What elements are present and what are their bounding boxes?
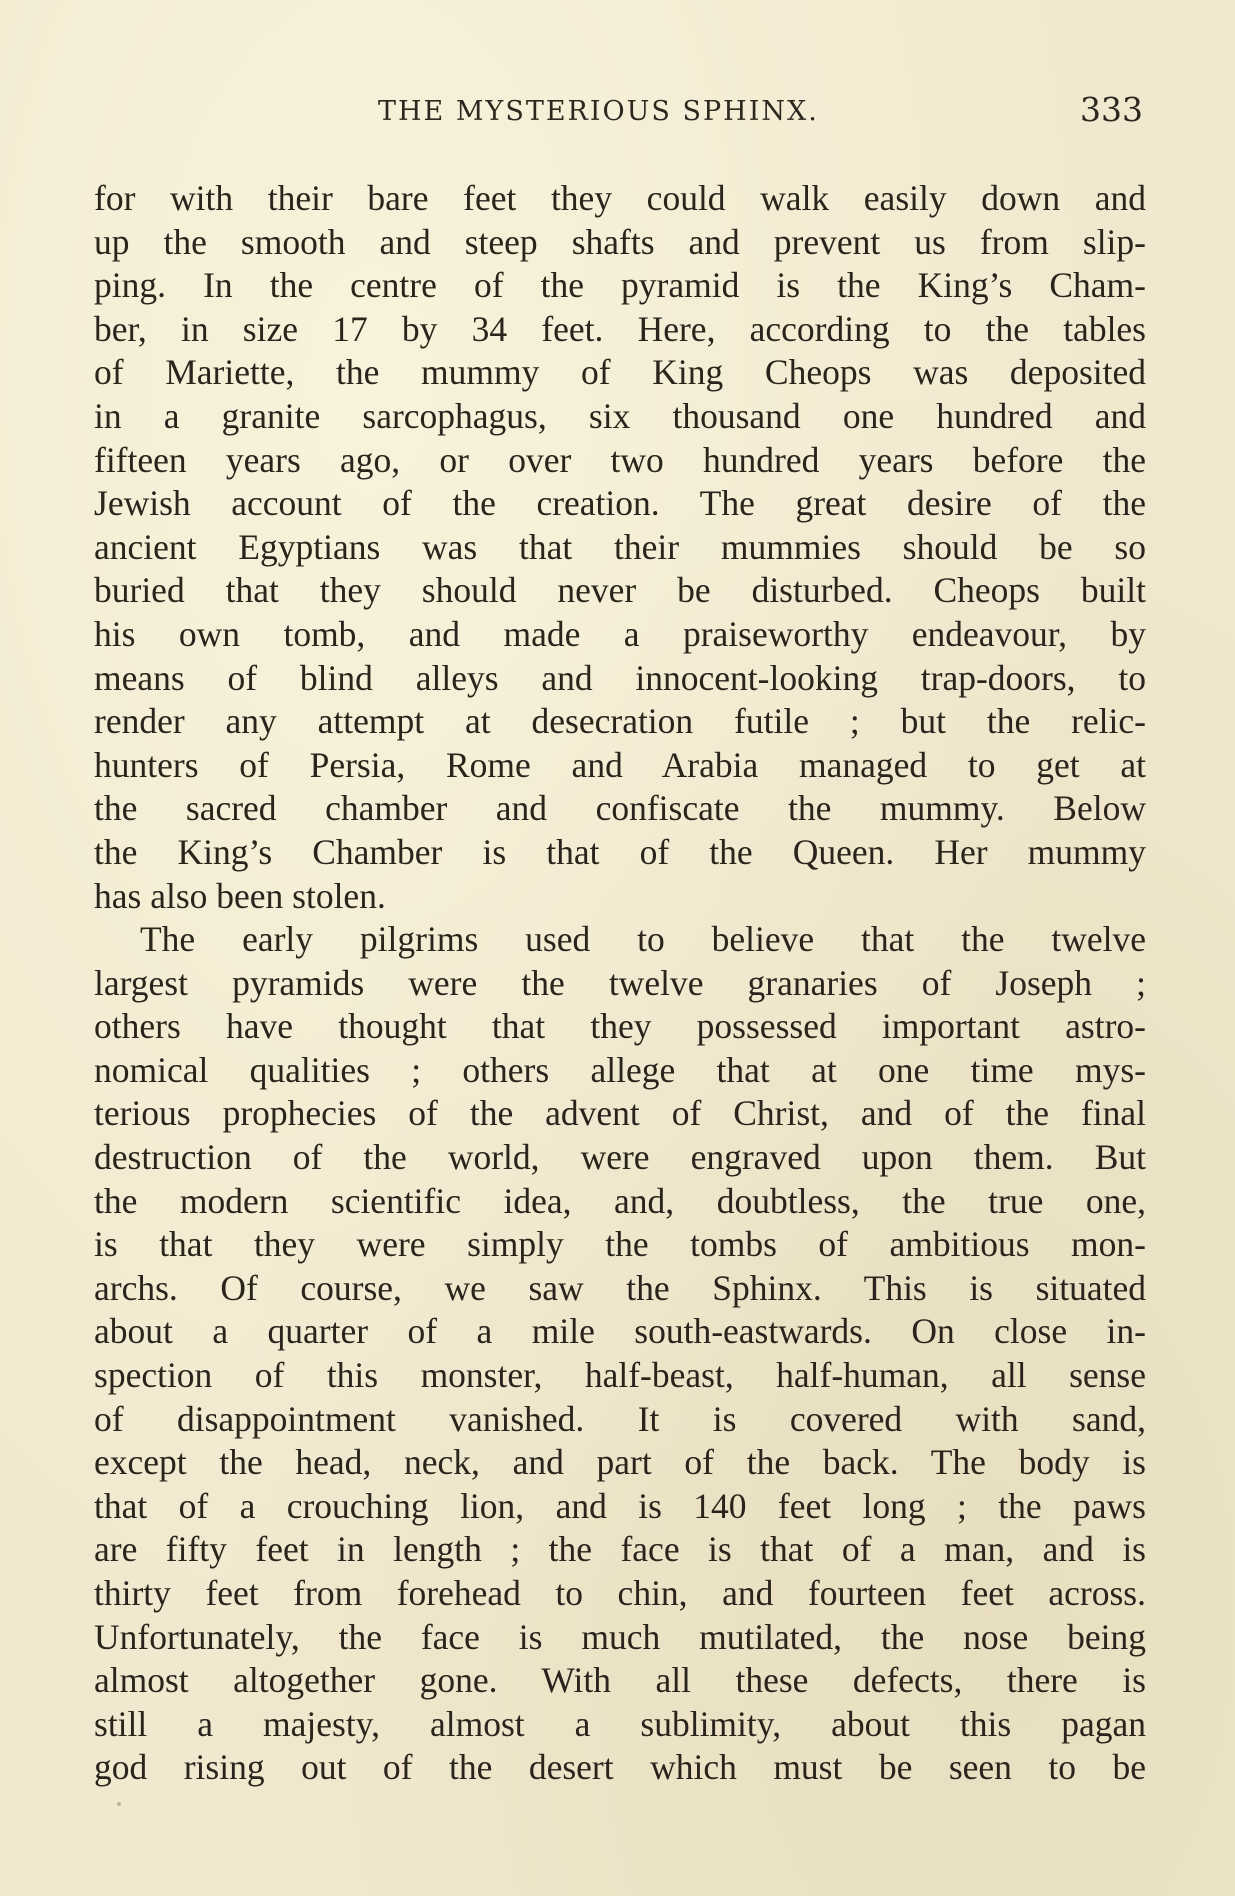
- text-line: about a quarter of a mile south-eastwards. On close in-: [94, 1311, 1146, 1352]
- text-line: terious prophecies of the advent of Christ, and of the final: [94, 1093, 1146, 1134]
- text-line: the King’s Chamber is that of the Queen. Her mummy: [94, 831, 1146, 872]
- text-line: his own tomb, and made a praiseworthy endeavour, by: [94, 613, 1146, 654]
- text-line: ping. In the centre of the pyramid is the King’s Cham-: [94, 265, 1146, 306]
- text-line: others have thought that they possessed important astro-: [94, 1006, 1146, 1047]
- text-line: still a majesty, almost a sublimity, about this pagan: [94, 1703, 1146, 1744]
- paper-speck: [117, 1802, 121, 1806]
- text-line: are fifty feet in length ; the face is that of a man, and is: [94, 1529, 1146, 1570]
- text-line: almost altogether gone. With all these defects, there is: [94, 1660, 1146, 1701]
- text-line: largest pyramids were the twelve granaries of Joseph ;: [94, 962, 1146, 1003]
- text-line: archs. Of course, we saw the Sphinx. This is situated: [94, 1267, 1146, 1308]
- running-title: THE MYSTERIOUS SPHINX.: [378, 96, 819, 127]
- text-line: has also been stolen.: [94, 875, 386, 916]
- text-line: Unfortunately, the face is much mutilated, the nose being: [94, 1616, 1146, 1657]
- text-line: is that they were simply the tombs of ambitious mon-: [94, 1224, 1146, 1265]
- text-line: the sacred chamber and confiscate the mummy. Below: [94, 788, 1146, 829]
- paragraph-2: [94, 918, 1146, 1790]
- text-line: ancient Egyptians was that their mummies should be so: [94, 526, 1146, 567]
- text-line: fifteen years ago, or over two hundred years before the: [94, 439, 1146, 480]
- text-line: Jewish account of the creation. The great desire of the: [94, 483, 1146, 524]
- text-line: hunters of Persia, Rome and Arabia managed to get at: [94, 744, 1146, 785]
- text-line: means of blind alleys and innocent-looking trap-doors, to: [94, 657, 1146, 698]
- text-line: thirty feet from forehead to chin, and fourteen feet across.: [94, 1573, 1146, 1613]
- text-line: for with their bare feet they could walk easily down and: [94, 178, 1146, 218]
- text-line: ber, in size 17 by 34 feet. Here, according to the tables: [94, 308, 1146, 349]
- text-line: The early pilgrims used to believe that the twelve: [140, 919, 1146, 960]
- text-line: the modern scientific idea, and, doubtless, the true one,: [94, 1180, 1146, 1221]
- paragraph-1: [94, 177, 1146, 918]
- text-line: destruction of the world, were engraved upon them. But: [94, 1137, 1146, 1178]
- text-line: god rising out of the desert which must be seen to be: [94, 1747, 1146, 1788]
- text-line: up the smooth and steep shafts and prevent us from slip-: [94, 221, 1146, 262]
- body-text: [94, 177, 1146, 1790]
- text-line: that of a crouching lion, and is 140 feet long ; the paws: [94, 1485, 1146, 1526]
- text-line: of disappointment vanished. It is covered with sand,: [94, 1398, 1146, 1439]
- page-number: 333: [1080, 90, 1143, 129]
- text-line: render any attempt at desecration futile ; but the relic-: [94, 701, 1146, 742]
- text-line: in a granite sarcophagus, six thousand one hundred and: [94, 395, 1146, 436]
- text-line: except the head, neck, and part of the back. The body is: [94, 1442, 1146, 1483]
- text-line: of Mariette, the mummy of King Cheops was deposited: [94, 352, 1146, 393]
- text-line: nomical qualities ; others allege that at one time mys-: [94, 1049, 1146, 1090]
- text-line: spection of this monster, half-beast, half-human, all sense: [94, 1355, 1146, 1396]
- text-line: buried that they should never be disturbed. Cheops built: [94, 570, 1146, 611]
